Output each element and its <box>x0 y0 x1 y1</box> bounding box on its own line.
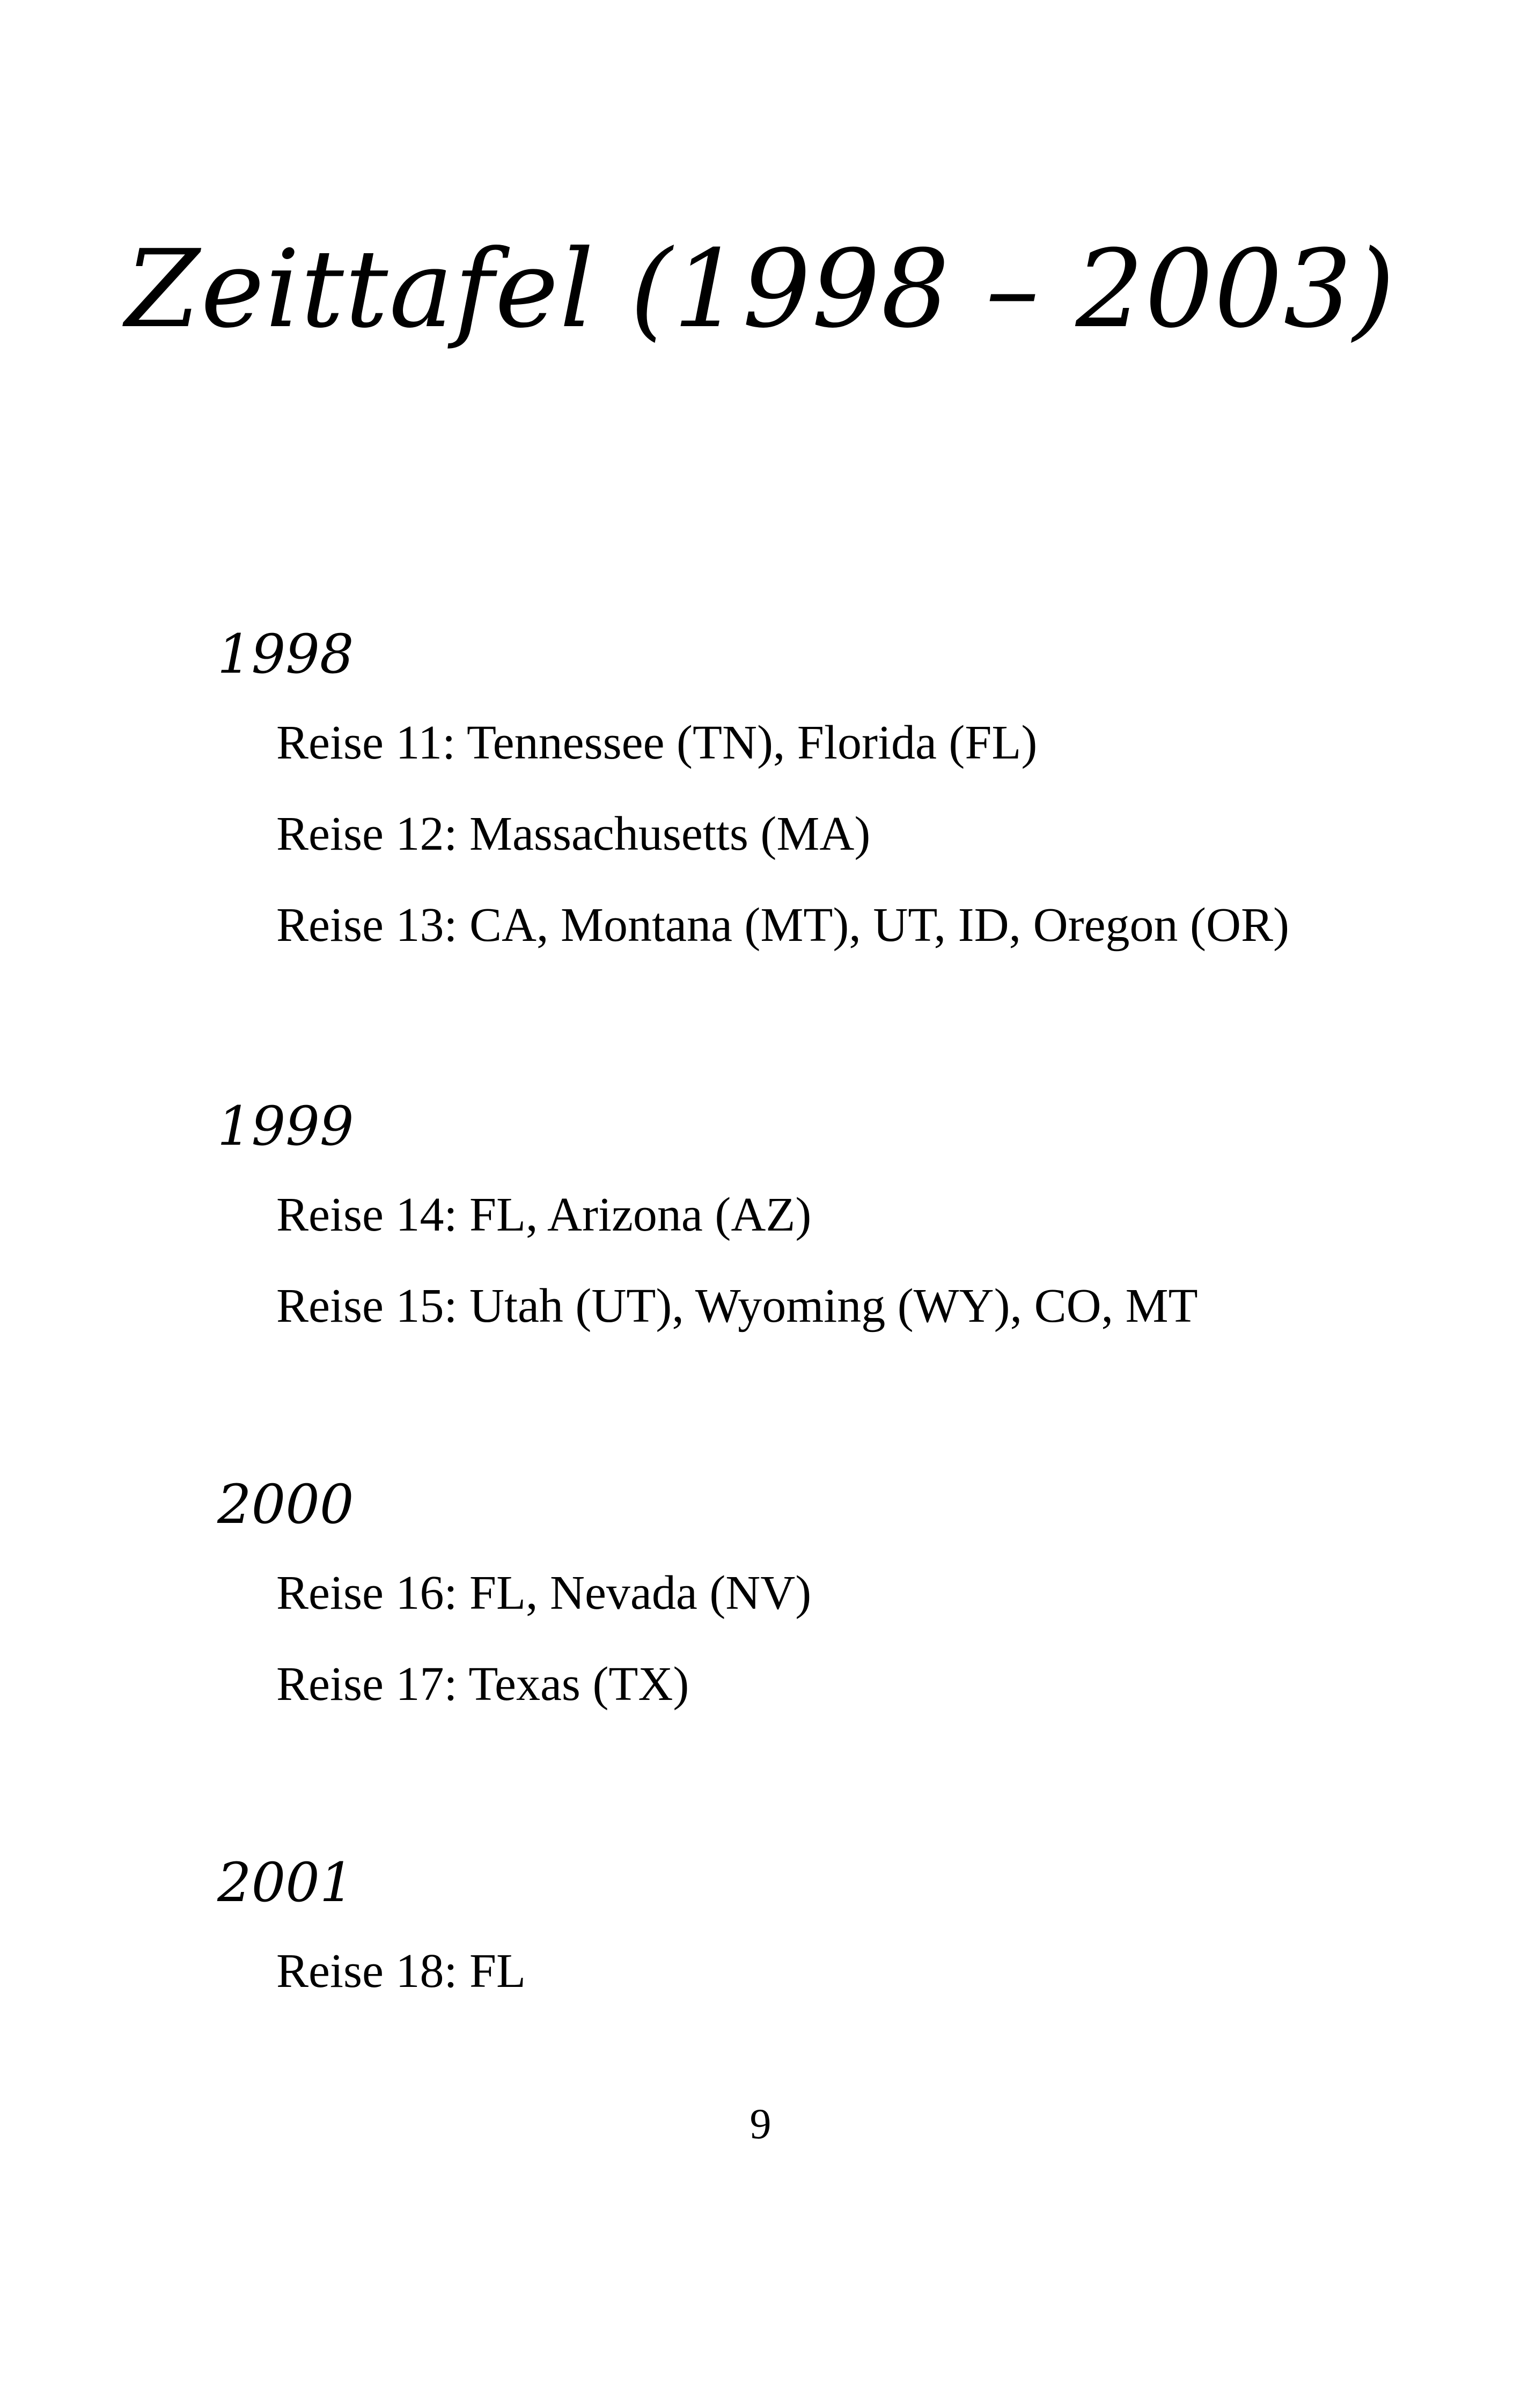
year-heading: 2001 <box>217 1851 354 1914</box>
page-number: 9 <box>750 2101 771 2148</box>
trip-entry: Reise 17: Texas (TX) <box>276 1658 689 1711</box>
year-heading: 2000 <box>217 1473 354 1536</box>
trip-entry: Reise 13: CA, Montana (MT), UT, ID, Oregon (OR) <box>276 899 1289 952</box>
year-heading: 1998 <box>217 623 354 686</box>
page-title: Zeittafel (1998 – 2003) <box>125 227 1396 352</box>
trip-entry: Reise 15: Utah (UT), Wyoming (WY), CO, MT <box>276 1279 1198 1332</box>
trip-entry: Reise 16: FL, Nevada (NV) <box>276 1566 812 1619</box>
trip-entry: Reise 14: FL, Arizona (AZ) <box>276 1188 812 1241</box>
trip-entry: Reise 11: Tennessee (TN), Florida (FL) <box>276 716 1038 769</box>
trip-entry: Reise 18: FL <box>276 1945 526 1998</box>
trip-entry: Reise 12: Massachusetts (MA) <box>276 807 871 860</box>
year-heading: 1999 <box>217 1095 354 1158</box>
